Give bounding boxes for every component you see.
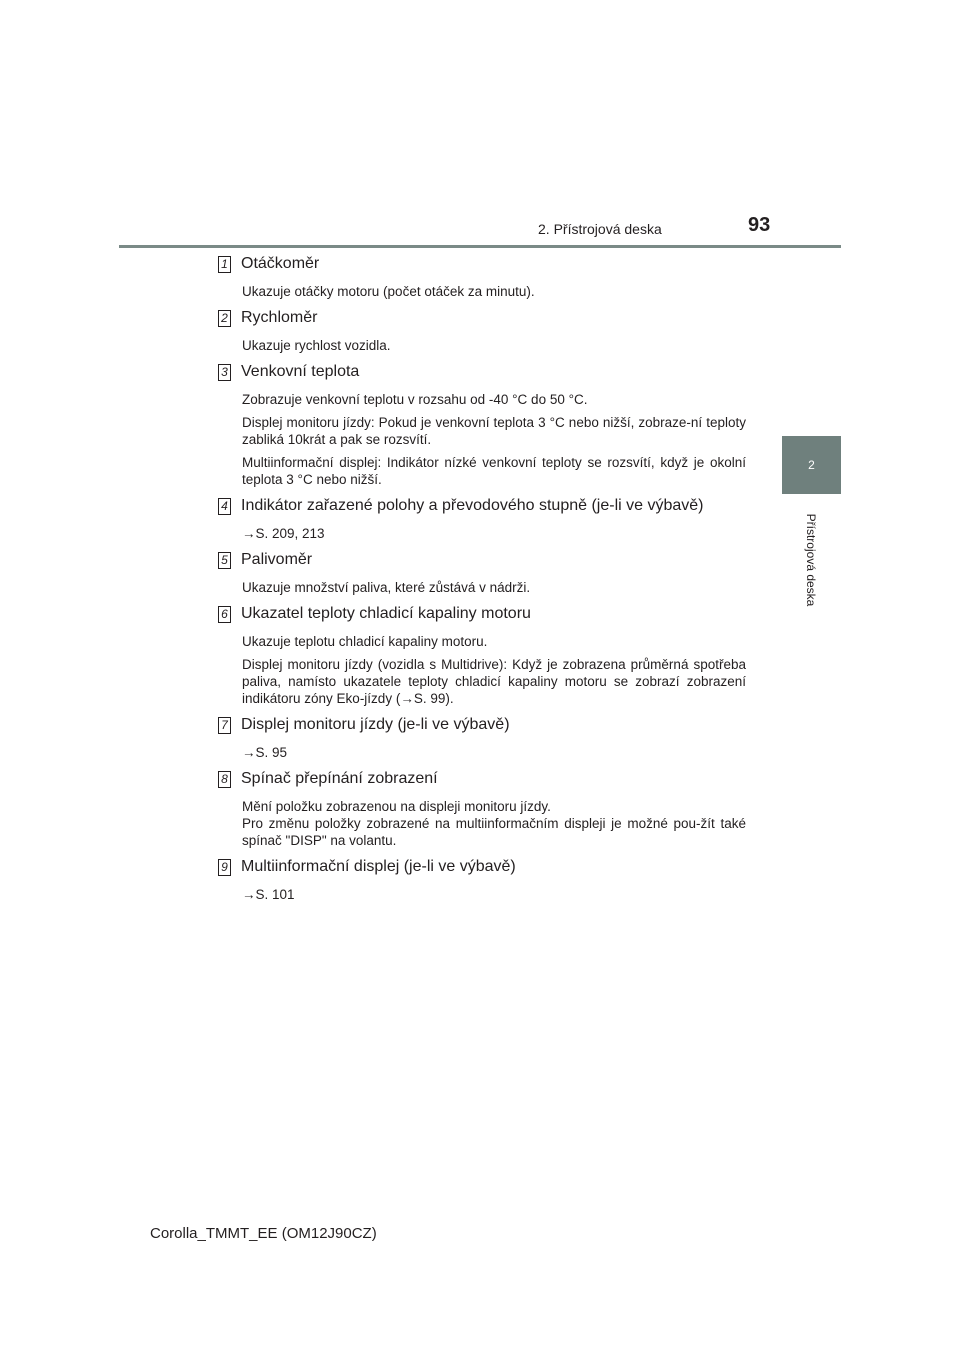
item-number-box: 7	[218, 717, 231, 734]
item-description: Ukazuje teplotu chladicí kapaliny motoru.	[242, 634, 488, 649]
item-heading	[218, 603, 746, 625]
item-description: Ukazuje otáčky motoru (počet otáček za minutu).	[242, 284, 535, 299]
item-list	[218, 253, 746, 910]
header-section-title: 2. Přístrojová deska	[538, 221, 662, 237]
item-number-box: 9	[218, 859, 231, 876]
item-description: Multiinformační displej: Indikátor nízké venkovní teploty se rozsvítí, když je okolní teplota 3 °C nebo nižší.	[242, 455, 746, 487]
item-number-box: 3	[218, 364, 231, 381]
list-item	[218, 768, 746, 849]
item-title: Ukazatel teploty chladicí kapaliny motoru	[241, 605, 531, 622]
item-description: Displej monitoru jízdy: Pokud je venkovní teplota 3 °C nebo nižší, zobraze-ní teploty zabliká 10krát a pak se rozsvítí.	[242, 415, 746, 447]
item-number-box: 4	[218, 498, 231, 515]
item-number-box: 6	[218, 606, 231, 623]
item-description: Ukazuje množství paliva, které zůstává v nádrži.	[242, 580, 531, 595]
item-title: Otáčkoměr	[241, 255, 320, 272]
header-rule	[119, 245, 841, 248]
item-title: Displej monitoru jízdy (je-li ve výbavě)	[241, 716, 510, 733]
item-description: Pro změnu položky zobrazené na multiinformačním displeji je možné pou-žít také spínač "DISP" na volantu.	[242, 816, 746, 848]
page-reference-link[interactable]: →S. 101	[242, 887, 295, 902]
item-title: Multiinformační displej (je-li ve výbavě)	[241, 858, 516, 875]
page-reference-link[interactable]: →S. 209, 213	[242, 526, 325, 541]
document-footer: Corolla_TMMT_EE (OM12J90CZ)	[150, 1225, 377, 1242]
item-number-box: 8	[218, 771, 231, 788]
item-description: Displej monitoru jízdy (vozidla s Multidrive): Když je zobrazena průměrná spotřeba paliva, namísto ukazatele teploty chladicí kapaliny motoru se zobrazí zobrazení indikátoru zóny Eko-jízdy (→S. 99).	[242, 657, 746, 706]
list-item	[218, 714, 746, 761]
item-heading	[218, 768, 746, 790]
chapter-side-label: Přístrojová deska	[804, 513, 818, 607]
item-heading	[218, 361, 746, 383]
item-number-box: 5	[218, 552, 231, 569]
item-description: Zobrazuje venkovní teplotu v rozsahu od -40 °C do 50 °C.	[242, 392, 588, 407]
page-reference-link[interactable]: →S. 95	[242, 745, 288, 760]
item-title: Venkovní teplota	[241, 363, 360, 380]
item-heading	[218, 714, 746, 736]
item-number-box: 1	[218, 256, 231, 273]
item-heading	[218, 253, 746, 275]
item-title: Indikátor zařazené polohy a převodového stupně (je-li ve výbavě)	[241, 497, 704, 514]
item-title: Spínač přepínání zobrazení	[241, 770, 438, 787]
list-item	[218, 253, 746, 300]
chapter-tab	[782, 436, 841, 494]
item-title: Rychloměr	[241, 309, 318, 326]
item-heading	[218, 307, 746, 329]
item-description: Ukazuje rychlost vozidla.	[242, 338, 391, 353]
item-title: Palivoměr	[241, 551, 313, 568]
item-description: Mění položku zobrazenou na displeji monitoru jízdy.	[242, 799, 551, 814]
list-item	[218, 549, 746, 596]
list-item	[218, 307, 746, 354]
chapter-tab-number: 2	[808, 458, 815, 472]
item-heading	[218, 856, 746, 878]
page-number: 93	[748, 214, 771, 236]
item-heading	[218, 495, 746, 517]
list-item	[218, 603, 746, 707]
list-item	[218, 361, 746, 488]
list-item	[218, 495, 746, 542]
item-heading	[218, 549, 746, 571]
list-item	[218, 856, 746, 903]
item-number-box: 2	[218, 310, 231, 327]
